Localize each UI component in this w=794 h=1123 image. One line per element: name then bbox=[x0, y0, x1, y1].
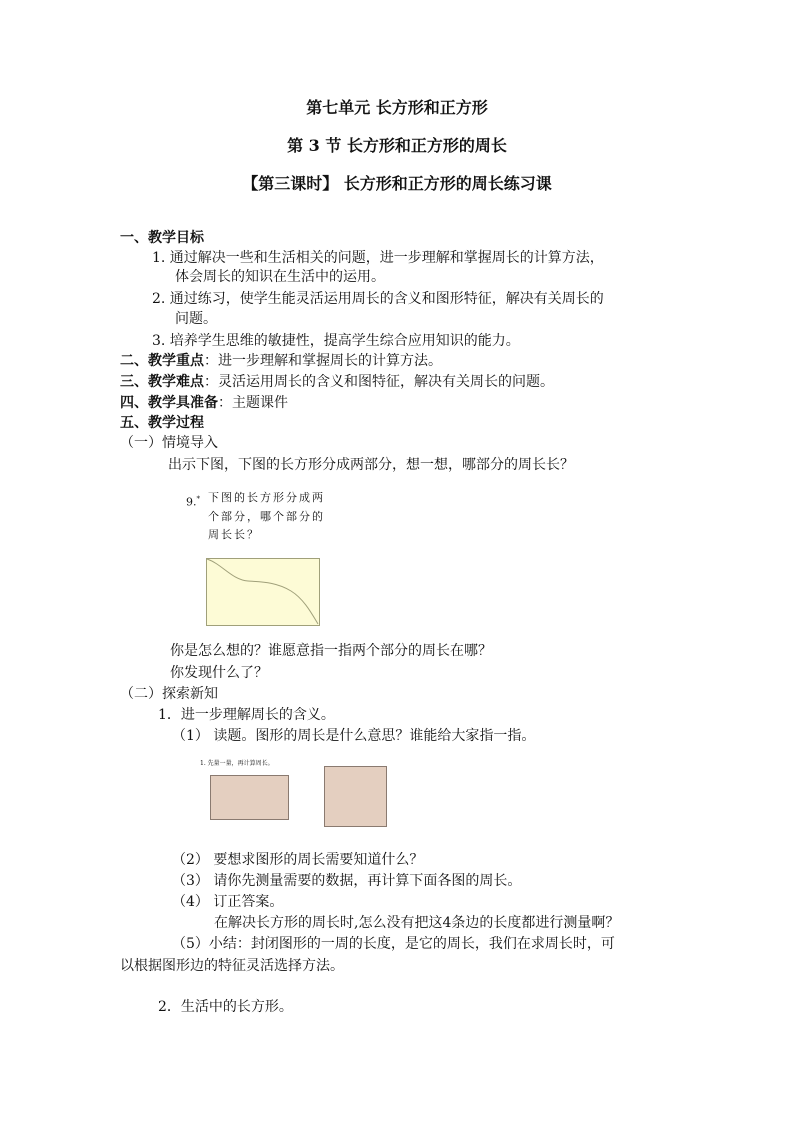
step-4-detail: 在解决长方形的周长时,怎么没有把这4条边的长度都进行测量啊？ bbox=[214, 915, 620, 931]
difficulty-label: 三、教学难点 bbox=[120, 374, 204, 390]
summary-line1: （5）小结：封闭图形的一周的长度，是它的周长，我们在求周长时，可 bbox=[172, 936, 615, 952]
materials bbox=[120, 394, 288, 412]
measure-rectangle bbox=[210, 775, 289, 820]
difficulty-text: ：灵活运用周长的含义和图特征，解决有关周长的问题。 bbox=[204, 374, 554, 390]
figure1-line2: 个部分，哪个部分的 bbox=[208, 510, 325, 523]
process-heading: 五、教学过程 bbox=[120, 415, 204, 431]
point-2: 2．生活中的长方形。 bbox=[158, 999, 293, 1015]
section-title: 第 3 节 长方形和正方形的周长 bbox=[287, 136, 507, 155]
figure1-star: * bbox=[196, 495, 200, 503]
materials-text: ：主题课件 bbox=[218, 395, 288, 411]
key-point-text: ：进一步理解和掌握周长的计算方法。 bbox=[204, 353, 442, 369]
objective-2-line1: 2. 通过练习，使学生能灵活运用周长的含义和图形特征，解决有关周长的 bbox=[152, 291, 604, 307]
step-1: （1） 读题。图形的周长是什么意思？谁能给大家指一指。 bbox=[172, 728, 536, 744]
divided-rectangle-figure bbox=[206, 558, 320, 626]
objective-3: 3. 培养学生思维的敏捷性，提高学生综合应用知识的能力。 bbox=[152, 333, 520, 349]
objective-2-line2: 问题。 bbox=[175, 311, 217, 327]
materials-label: 四、教学具准备 bbox=[120, 395, 218, 411]
difficulty bbox=[120, 373, 554, 391]
figure1-line1: 下图的长方形分成两 bbox=[208, 491, 325, 504]
objectives-heading: 一、教学目标 bbox=[120, 230, 204, 246]
figure1-line3: 周长长？ bbox=[208, 528, 260, 541]
lesson-title: 【第三课时】 长方形和正方形的周长练习课 bbox=[242, 174, 552, 193]
question-1: 你是怎么想的？谁愿意指一指两个部分的周长在哪？ bbox=[170, 643, 492, 659]
figure1-number bbox=[186, 492, 200, 510]
part2-heading: （二）探索新知 bbox=[120, 686, 218, 702]
part1-text: 出示下图，下图的长方形分成两部分，想一想，哪部分的周长长？ bbox=[168, 457, 574, 473]
step-2: （2） 要想求图形的周长需要知道什么？ bbox=[172, 852, 424, 868]
figure2-caption: 1. 先量一量，再计算周长。 bbox=[200, 760, 274, 767]
step-4: （4） 订正答案。 bbox=[172, 894, 284, 910]
key-point bbox=[120, 352, 442, 370]
figure1-number-text: 9. bbox=[186, 495, 197, 509]
unit-title: 第七单元 长方形和正方形 bbox=[306, 98, 488, 117]
step-3: （3） 请你先测量需要的数据，再计算下面各图的周长。 bbox=[172, 873, 522, 889]
summary-line2: 以根据图形边的特征灵活选择方法。 bbox=[120, 958, 344, 974]
point-1: 1．进一步理解周长的含义。 bbox=[158, 707, 335, 723]
objective-1-line2: 体会周长的知识在生活中的运用。 bbox=[175, 269, 385, 285]
key-point-label: 二、教学重点 bbox=[120, 353, 204, 369]
question-2: 你发现什么了？ bbox=[170, 665, 268, 681]
measure-square bbox=[324, 766, 387, 827]
objective-1-line1: 1. 通过解决一些和生活相关的问题，进一步理解和掌握周长的计算方法， bbox=[152, 250, 604, 266]
part1-heading: （一）情境导入 bbox=[120, 435, 218, 451]
